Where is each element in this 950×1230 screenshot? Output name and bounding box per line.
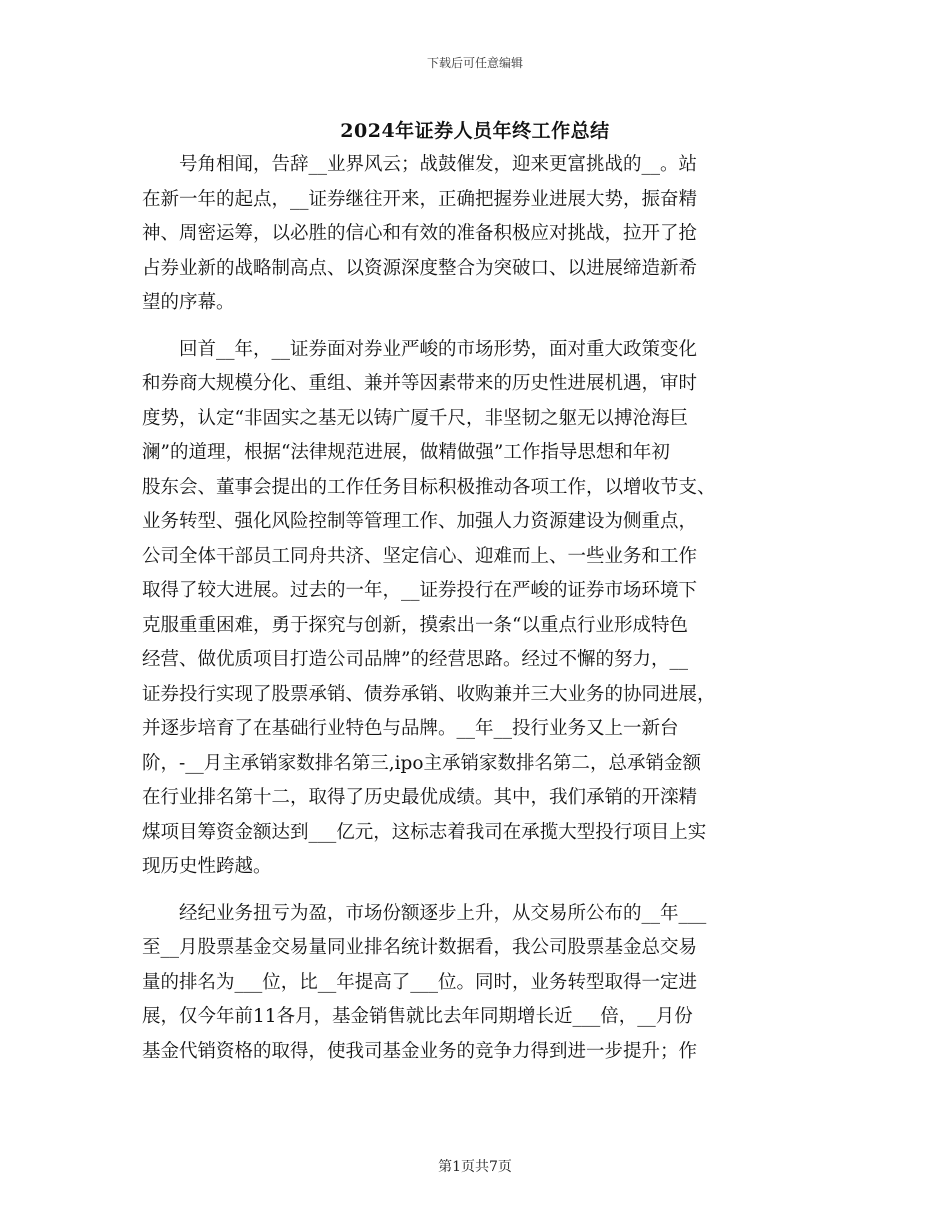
paragraph-2 bbox=[142, 333, 810, 885]
text-line: 在新一年的起点，__证券继往开来，正确把握券业进展大势，振奋精 bbox=[142, 188, 698, 210]
paragraph-1 bbox=[142, 148, 810, 321]
text-line: 克服重重困难，勇于探究与创新，摸索出一条“以重点行业形成特色 bbox=[142, 614, 688, 636]
text-line: 号角相闻，告辞__业界风云；战鼓催发，迎来更富挑战的__。站 bbox=[142, 154, 698, 175]
text-line: 展，仅今年前11各月，基金销售就比去年同期增长近___倍，__月份 bbox=[142, 1006, 693, 1027]
text-line: 回首__年，__证券面对券业严峻的市场形势，面对重大政策变化 bbox=[142, 338, 698, 360]
text-line: 和券商大规模分化、重组、兼并等因素带来的历史性进展机遇，审时 bbox=[142, 373, 698, 394]
text-line: 证券投行实现了股票承销、债券承销、收购兼并三大业务的协同进展， bbox=[142, 683, 716, 705]
text-line: 量的排名为___位，比__年提高了___位。同时，业务转型取得一定进 bbox=[142, 971, 698, 993]
text-line: 神、周密运筹，以必胜的信心和有效的准备积极应对挑战，拉开了抢 bbox=[142, 223, 698, 244]
paragraph-3 bbox=[142, 897, 810, 1070]
document-body bbox=[142, 148, 810, 1069]
text-line: 经营、做优质项目打造公司品牌”的经营思路。经过不懈的努力，__ bbox=[142, 649, 688, 670]
text-line: 煤项目筹资金额达到___亿元，这标志着我司在承揽大型投行项目上实 bbox=[142, 821, 707, 843]
document-title: 2024年证券人员年终工作总结 bbox=[340, 120, 610, 142]
text-line: 度势，认定“非固实之基无以铸广厦千尺，非坚韧之躯无以搏沧海巨 bbox=[142, 407, 688, 429]
page-header-note: 下载后可任意编辑 bbox=[426, 56, 523, 70]
text-line: 现历史性跨越。 bbox=[142, 856, 272, 877]
text-line: 业务转型、强化风险控制等管理工作、加强人力资源建设为侧重点， bbox=[142, 511, 698, 532]
text-line: 阶，-__月主承销家数排名第三,ipo主承销家数排名第二，总承销金额 bbox=[142, 752, 702, 774]
text-line: 经纪业务扭亏为盈，市场份额逐步上升，从交易所公布的__年___ bbox=[142, 902, 707, 924]
text-line: 公司全体干部员工同舟共济、坚定信心、迎难而上、一些业务和工作 bbox=[142, 545, 698, 567]
text-line: 望的序幕。 bbox=[142, 292, 235, 313]
text-line: 占券业新的战略制高点、以资源深度整合为突破口、以进展缔造新希 bbox=[142, 257, 698, 279]
text-line: 至__月股票基金交易量同业排名统计数据看，我公司股票基金总交易 bbox=[142, 937, 698, 958]
page-footer-number: 第1页共7页 bbox=[438, 1159, 512, 1175]
text-line: 澜”的道理，根据“法律规范进展，做精做强”工作指导思想和年初 bbox=[142, 442, 670, 463]
text-line: 取得了较大进展。过去的一年，__证券投行在严峻的证券市场环境下 bbox=[142, 580, 698, 601]
text-line: 股东会、董事会提出的工作任务目标积极推动各项工作，以增收节支、 bbox=[142, 476, 716, 498]
text-line: 在行业排名第十二，取得了历史最优成绩。其中，我们承销的开滦精 bbox=[142, 787, 698, 808]
text-line: 并逐步培育了在基础行业特色与品牌。__年__投行业务又上一新台 bbox=[142, 718, 679, 739]
text-line: 基金代销资格的取得，使我司基金业务的竞争力得到进一步提升；作 bbox=[142, 1040, 698, 1062]
